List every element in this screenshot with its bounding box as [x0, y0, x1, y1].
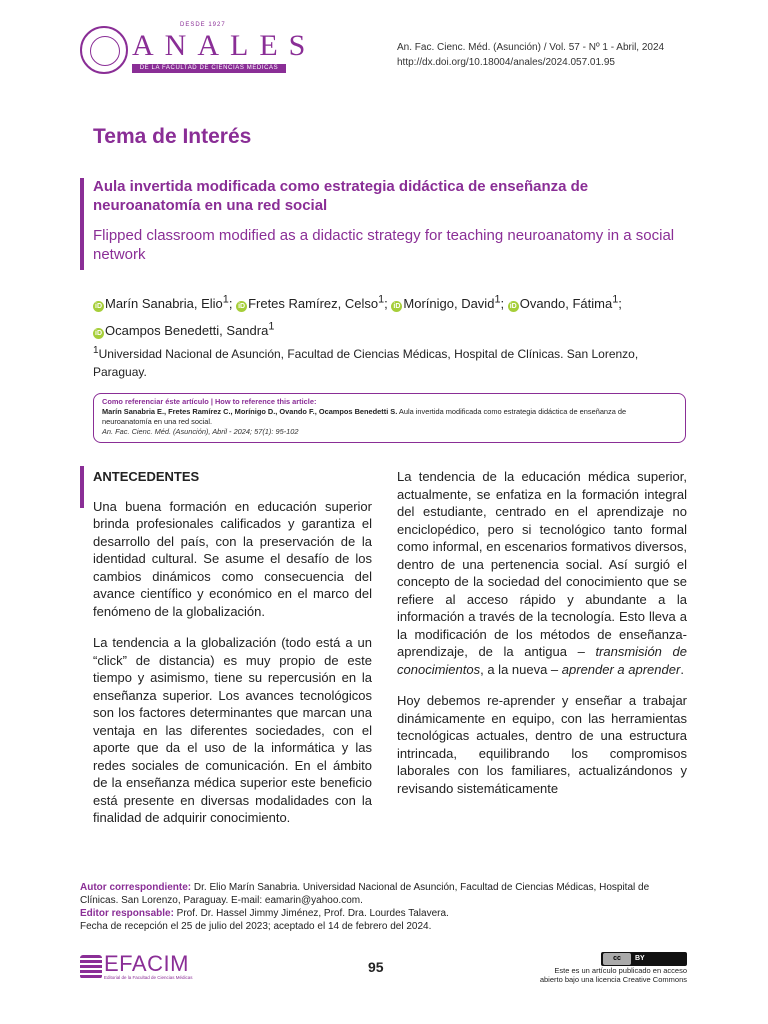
paragraph: Una buena formación en educación superior brinda profesionales calificados y garantiza el desarrollo del país, con la preservación de la identidad cultural. Se asume el desafío de los cambios dinámicos como consecuencia del avance científico y económico en el marco del fenómeno de la globalización. [93, 498, 372, 619]
section-title: Tema de Interés [93, 125, 252, 148]
article-title-spanish: Aula invertida modificada como estrategia didáctica de enseñanza de neuroanatomía en una red social [93, 178, 589, 214]
doi-link[interactable]: http://dx.doi.org/10.18004/anales/2024.057.01.95 [397, 57, 615, 68]
author: iD Fretes Ramírez, Celso$^1$; [238, 294, 388, 312]
body-column-left [93, 468, 372, 841]
logo-faculty: DE LA FACULTAD DE CIENCIAS MÉDICAS [132, 64, 286, 73]
author-name: Ocampos Benedetti, Sandra [105, 322, 269, 338]
faculty-seal-icon [80, 26, 128, 74]
author: iD Morínigo, David$^1$; [393, 294, 505, 312]
author-name: Marín Sanabria, Elio [105, 296, 223, 312]
footer-notes [80, 881, 690, 933]
efacim-subtitle: Editorial de la Facultad de Ciencias Médicas [104, 975, 193, 980]
author: iD Marín Sanabria, Elio$^1$; [95, 294, 233, 312]
article-title-english: Flipped classroom modified as a didactic strategy for teaching neuroanatomy in a social network [93, 227, 675, 263]
section-heading: ANTECEDENTES [93, 469, 200, 484]
journal-info [397, 40, 664, 70]
author: iD Ovando, Fátima$^1$; [509, 294, 622, 312]
paragraph: La tendencia de la educación médica superior, actualmente, se enfatiza en la formación integral del estudiante, centrado en el aprendizaje no enciclopédico, pero si tecnológico tanto formal como informal, en escenarios formativos diversos, dentro de una pertenencia social. Así surgió el concepto de la sociedad del conocimiento que se refiere al acceso rápido y abundante a la información a través de la tecnología. Esto lleva a la modificación de los métodos de enseñanza-aprendizaje, de la antigua – transmisión de conocimientos, a la nueva – aprender a aprender. [397, 469, 687, 677]
orcid-icon[interactable]: iD [238, 303, 246, 311]
license-text: Este es un artículo publicado en acceso abierto bajo una licencia Creative Commons [539, 966, 687, 984]
logo-journal-name: ANALES [132, 29, 317, 62]
paragraph: La tendencia a la globalización (todo está a un “click” de distancia) es muy propio de este tiempo y asimismo, tiene su repercusión en la enseñanza superior. Los avances tecnológicos son los factores determinantes que marcan una ventaja en las diferentes sociedades, con el aporte que da el uso de la informática y las redes sociales de comunicación. En el ámbito de la enseñanza médica superior este beneficio está presente en diversas modalidades con la finalidad de adquirir conocimiento. [93, 635, 372, 825]
affiliation: $^1$Universidad Nacional de Asunción, Facultad de Ciencias Médicas, Hospital de Clínicas. San Lorenzo, Paraguay. [93, 345, 639, 379]
citation-text: Marín Sanabria E., Fretes Ramírez C., Morínigo D., Ovando F., Ocampos Benedetti S. Aula invertida modificada como estrategia didáctica de enseñanza de neuroanatomía en una red social. [102, 407, 627, 426]
journal-logo [80, 22, 317, 78]
citation-line: An. Fac. Cienc. Méd. (Asunción) / Vol. 57 - Nº 1 - Abril, 2024 [397, 42, 665, 53]
logo-since: DESDE 1927 [180, 22, 226, 28]
orcid-icon[interactable]: iD [95, 329, 102, 337]
author-list [93, 289, 693, 342]
body-column-right [397, 468, 687, 811]
by-badge-label: BY [635, 955, 645, 962]
orcid-icon[interactable]: iD [393, 303, 401, 311]
efacim-mark-icon [80, 955, 102, 979]
efacim-name: EFACIM [104, 951, 189, 976]
received-dates: Fecha de recepción el 25 de julio del 2023; aceptado el 14 de febrero del 2024. [80, 921, 432, 932]
page-number: 95 [368, 959, 384, 975]
citation-box [93, 393, 686, 443]
paragraph: Hoy debemos re-aprender y enseñar a trabajar dinámicamente en equipo, con las herramientas tecnológicas actuales, dentro de una estructura intrincada, equilibrando los compromisos laborales con los familiares, actualizándonos y revisando sistemáticamente [397, 693, 687, 796]
section-accent-bar [80, 466, 84, 508]
author-name: Ovando, Fátima [519, 296, 613, 312]
efacim-logo [80, 953, 210, 983]
cc-badge-label: cc [603, 953, 631, 965]
citation-heading: Como referenciar éste artículo | How to reference this article: [102, 397, 317, 406]
creative-commons-badge-icon[interactable] [601, 952, 687, 966]
author-name: Morínigo, David [403, 296, 495, 312]
orcid-icon[interactable]: iD [509, 303, 517, 311]
citation-journal: An. Fac. Cienc. Méd. (Asunción), Abril - 2024; 57(1): 95-102 [102, 427, 299, 436]
author: iD Ocampos Benedetti, Sandra$^1$ [95, 320, 275, 338]
orcid-icon[interactable]: iD [95, 303, 102, 311]
corresponding-author: Autor correspondiente: Dr. Elio Marín Sanabria. Universidad Nacional de Asunción, Facultad de Ciencias Médicas, Hospital de Clínicas. San Lorenzo, Paraguay. E-mail: eamarin@yahoo.com. [80, 882, 650, 906]
title-accent-bar [80, 178, 84, 270]
responsible-editor: Editor responsable: Prof. Dr. Hassel Jimmy Jiménez, Prof. Dra. Lourdes Talavera. [80, 908, 449, 919]
author-name: Fretes Ramírez, Celso [248, 296, 379, 312]
